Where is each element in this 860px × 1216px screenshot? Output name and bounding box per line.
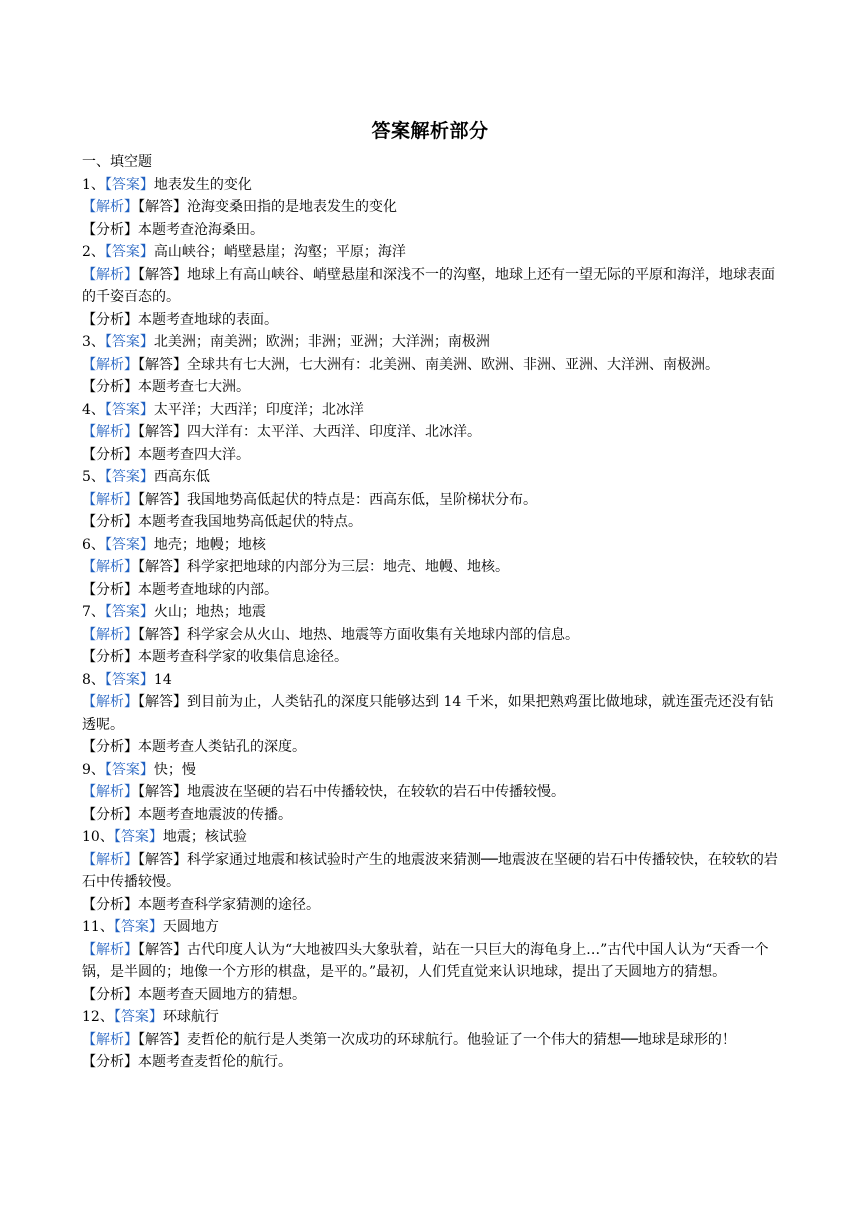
answer-text: 环球航行 bbox=[162, 1009, 219, 1025]
jiexi-label: 【解析】 bbox=[82, 694, 138, 710]
jieda-text: 古代印度人认为“大地被四头大象驮着，站在一只巨大的海龟身上…”古代中国人认为“天香一个锅，是半圆的；地像一个方形的棋盘，是平的。”最初，人们凭直觉来认识地球，提出了天圆地方的猜想。 bbox=[82, 941, 769, 980]
fenxi-line bbox=[82, 894, 782, 917]
answer-label: 【答案】 bbox=[104, 536, 154, 553]
question-number: 5、 bbox=[82, 469, 105, 485]
fenxi-label: 【分析】 bbox=[82, 311, 138, 328]
answer-label: 【答案】 bbox=[104, 244, 154, 260]
fenxi-text: 本题考查地球的表面。 bbox=[138, 311, 278, 328]
fenxi-text: 本题考查七大洲。 bbox=[138, 379, 250, 395]
answer-label: 【答案】 bbox=[113, 919, 163, 935]
jieda-text: 麦哲伦的航行是人类第一次成功的环球航行。他验证了一个伟大的猜想──地球是球形的！ bbox=[187, 1031, 736, 1048]
jieda-text: 全球共有七大洲，七大洲有：北美洲、南美洲、欧洲、非洲、亚洲、大洋洲、南极洲。 bbox=[187, 356, 719, 373]
jieda-text: 地球上有高山峡谷、峭壁悬崖和深浅不一的沟壑，地球上还有一望无际的平原和海洋，地球表面的千姿百态的。 bbox=[82, 266, 775, 305]
question-number: 3、 bbox=[82, 334, 105, 350]
answer-label: 【答案】 bbox=[113, 829, 163, 845]
question-number: 10、 bbox=[82, 829, 114, 845]
jieda-text: 科学家通过地震和核试验时产生的地震波来猜测──地震波在坚硬的岩石中传播较快，在较软的岩石中传播较慢。 bbox=[82, 851, 778, 890]
answer-text: 西高东低 bbox=[153, 469, 210, 485]
answer-label: 【答案】 bbox=[104, 401, 154, 418]
answer-text: 地表发生的变化 bbox=[153, 176, 252, 193]
answer-label: 【答案】 bbox=[104, 469, 154, 485]
fenxi-label: 【分析】 bbox=[82, 739, 138, 755]
jiexi-label: 【解析】 bbox=[82, 424, 138, 440]
jieda-text: 科学家会从火山、地热、地震等方面收集有关地球内部的信息。 bbox=[187, 626, 579, 643]
jiexi-line bbox=[82, 264, 782, 309]
jieda-text: 我国地势高低起伏的特点是：西高东低，呈阶梯状分布。 bbox=[187, 491, 537, 508]
answer-line bbox=[82, 466, 782, 489]
fenxi-line bbox=[82, 444, 782, 467]
answer-line bbox=[82, 1006, 782, 1029]
jiexi-line bbox=[82, 1029, 782, 1052]
jieda-label: 【解答】 bbox=[138, 851, 187, 868]
fenxi-line bbox=[82, 646, 782, 669]
jiexi-line bbox=[82, 849, 782, 894]
fenxi-line bbox=[82, 376, 782, 399]
question-number: 1、 bbox=[82, 176, 105, 193]
fenxi-text: 本题考查科学家的收集信息途径。 bbox=[138, 649, 348, 665]
answer-line bbox=[82, 916, 782, 939]
answer-text: 高山峡谷；峭壁悬崖；沟壑；平原；海洋 bbox=[153, 244, 406, 260]
answer-item bbox=[82, 916, 782, 1006]
answer-line bbox=[82, 669, 782, 692]
jieda-label: 【解答】 bbox=[138, 491, 187, 508]
fenxi-text: 本题考查科学家猜测的途径。 bbox=[138, 896, 320, 913]
fenxi-text: 本题考查麦哲伦的航行。 bbox=[138, 1054, 292, 1070]
fenxi-line bbox=[82, 579, 782, 602]
answer-text: 地壳；地幔；地核 bbox=[153, 536, 266, 553]
answer-line bbox=[82, 534, 782, 557]
fenxi-label: 【分析】 bbox=[82, 1054, 138, 1070]
fenxi-text: 本题考查沧海桑田。 bbox=[138, 221, 264, 238]
fenxi-line bbox=[82, 219, 782, 242]
answer-line bbox=[82, 331, 782, 354]
fenxi-text: 本题考查地球的内部。 bbox=[138, 581, 278, 598]
question-number: 2、 bbox=[82, 244, 105, 260]
jieda-label: 【解答】 bbox=[138, 784, 187, 800]
answer-item bbox=[82, 331, 782, 399]
jieda-label: 【解答】 bbox=[138, 694, 187, 710]
answer-line bbox=[82, 174, 782, 197]
jiexi-line bbox=[82, 939, 782, 984]
answer-text: 快；慢 bbox=[153, 761, 196, 778]
answer-label: 【答案】 bbox=[104, 761, 154, 778]
jiexi-label: 【解析】 bbox=[82, 851, 138, 868]
jieda-label: 【解答】 bbox=[138, 424, 187, 440]
answer-item bbox=[82, 399, 782, 467]
answer-item bbox=[82, 669, 782, 759]
answer-text: 火山；地热；地震 bbox=[153, 604, 266, 620]
fenxi-line bbox=[82, 309, 782, 332]
question-number: 12、 bbox=[82, 1009, 114, 1025]
jieda-text: 地震波在坚硬的岩石中传播较快，在较软的岩石中传播较慢。 bbox=[187, 784, 565, 800]
fenxi-label: 【分析】 bbox=[82, 514, 138, 530]
fenxi-label: 【分析】 bbox=[82, 806, 138, 823]
answer-label: 【答案】 bbox=[113, 1009, 163, 1025]
answer-content bbox=[82, 151, 782, 1074]
jiexi-label: 【解析】 bbox=[82, 626, 138, 643]
answer-text: 北美洲；南美洲；欧洲；非洲；亚洲；大洋洲；南极洲 bbox=[153, 334, 490, 350]
jieda-text: 科学家把地球的内部分为三层：地壳、地幔、地核。 bbox=[187, 559, 509, 575]
answer-text: 地震；核试验 bbox=[162, 829, 247, 845]
jiexi-line bbox=[82, 489, 782, 512]
answer-item bbox=[82, 174, 782, 242]
jieda-label: 【解答】 bbox=[138, 266, 187, 283]
jieda-label: 【解答】 bbox=[138, 1031, 187, 1048]
jiexi-line bbox=[82, 354, 782, 377]
fenxi-line bbox=[82, 984, 782, 1007]
answer-item bbox=[82, 759, 782, 827]
jiexi-line bbox=[82, 196, 782, 219]
jiexi-label: 【解析】 bbox=[82, 491, 138, 508]
jieda-label: 【解答】 bbox=[138, 941, 187, 958]
fenxi-label: 【分析】 bbox=[82, 896, 138, 913]
jiexi-label: 【解析】 bbox=[82, 1031, 138, 1048]
jieda-text: 沧海变桑田指的是地表发生的变化 bbox=[187, 199, 397, 215]
jiexi-line bbox=[82, 556, 782, 579]
fenxi-label: 【分析】 bbox=[82, 446, 138, 463]
section-heading: 一、填空题 bbox=[82, 154, 152, 170]
fenxi-label: 【分析】 bbox=[82, 649, 138, 665]
answer-label: 【答案】 bbox=[104, 604, 154, 620]
answer-line bbox=[82, 759, 782, 782]
jieda-text: 四大洋有：太平洋、大西洋、印度洋、北冰洋。 bbox=[187, 424, 481, 440]
answer-item bbox=[82, 601, 782, 669]
question-number: 11、 bbox=[82, 919, 114, 935]
answer-label: 【答案】 bbox=[104, 671, 154, 688]
fenxi-line bbox=[82, 511, 782, 534]
jiexi-label: 【解析】 bbox=[82, 199, 138, 215]
answer-item bbox=[82, 826, 782, 916]
answer-text: 天圆地方 bbox=[162, 919, 219, 935]
page-title: 答案解析部分 bbox=[371, 120, 489, 142]
answer-item bbox=[82, 534, 782, 602]
fenxi-text: 本题考查四大洋。 bbox=[138, 446, 250, 463]
fenxi-label: 【分析】 bbox=[82, 986, 138, 1003]
jiexi-label: 【解析】 bbox=[82, 941, 138, 958]
jieda-label: 【解答】 bbox=[138, 559, 187, 575]
jiexi-line bbox=[82, 691, 782, 736]
jieda-text: 到目前为止，人类钻孔的深度只能够达到 14 千米，如果把熟鸡蛋比做地球，就连蛋壳还没有钻透呢。 bbox=[82, 694, 774, 733]
jiexi-label: 【解析】 bbox=[82, 266, 138, 283]
jieda-label: 【解答】 bbox=[138, 199, 187, 215]
question-number: 6、 bbox=[82, 536, 105, 553]
fenxi-line bbox=[82, 736, 782, 759]
jiexi-label: 【解析】 bbox=[82, 356, 138, 373]
fenxi-text: 本题考查地震波的传播。 bbox=[138, 806, 292, 823]
jiexi-line bbox=[82, 421, 782, 444]
fenxi-label: 【分析】 bbox=[82, 379, 138, 395]
answer-label: 【答案】 bbox=[104, 176, 154, 193]
answer-text: 太平洋；大西洋；印度洋；北冰洋 bbox=[153, 401, 364, 418]
answer-line bbox=[82, 826, 782, 849]
fenxi-line bbox=[82, 1051, 782, 1074]
fenxi-label: 【分析】 bbox=[82, 581, 138, 598]
jiexi-line bbox=[82, 781, 782, 804]
question-number: 7、 bbox=[82, 604, 105, 620]
answer-line bbox=[82, 601, 782, 624]
answer-line bbox=[82, 241, 782, 264]
jieda-label: 【解答】 bbox=[138, 626, 187, 643]
jiexi-line bbox=[82, 624, 782, 647]
answer-line bbox=[82, 399, 782, 422]
answer-item bbox=[82, 1006, 782, 1074]
answer-item bbox=[82, 466, 782, 534]
fenxi-text: 本题考查人类钻孔的深度。 bbox=[138, 739, 306, 755]
jiexi-label: 【解析】 bbox=[82, 784, 138, 800]
question-number: 4、 bbox=[82, 401, 105, 418]
fenxi-label: 【分析】 bbox=[82, 221, 138, 238]
jiexi-label: 【解析】 bbox=[82, 559, 138, 575]
fenxi-text: 本题考查我国地势高低起伏的特点。 bbox=[138, 514, 362, 530]
fenxi-line bbox=[82, 804, 782, 827]
question-number: 9、 bbox=[82, 761, 105, 778]
answer-item bbox=[82, 241, 782, 331]
jieda-label: 【解答】 bbox=[138, 356, 187, 373]
question-number: 8、 bbox=[82, 671, 105, 688]
fenxi-text: 本题考查天圆地方的猜想。 bbox=[138, 986, 306, 1003]
answer-label: 【答案】 bbox=[104, 334, 154, 350]
answer-text: 14 bbox=[153, 671, 172, 688]
